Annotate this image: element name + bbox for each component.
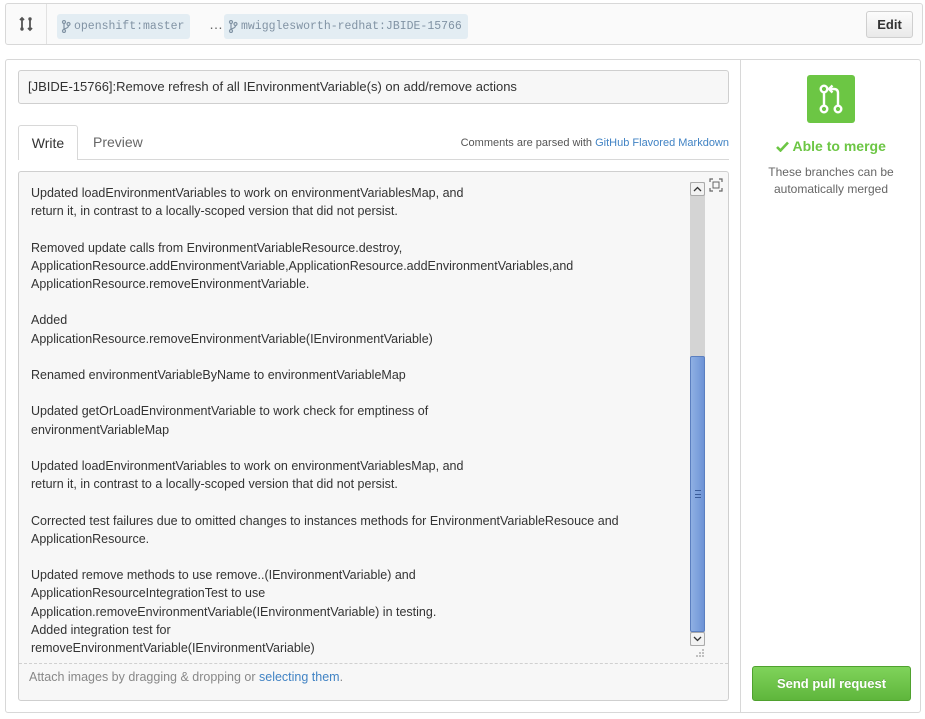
select-files-link[interactable]: selecting them bbox=[259, 670, 340, 684]
merge-status bbox=[741, 138, 921, 154]
check-icon bbox=[776, 141, 789, 152]
fullscreen-icon[interactable] bbox=[709, 178, 723, 192]
git-compare-icon bbox=[18, 16, 34, 32]
git-pull-request-icon bbox=[817, 84, 845, 114]
markdown-help-link[interactable]: GitHub Flavored Markdown bbox=[595, 137, 729, 149]
pull-request-composer bbox=[5, 59, 921, 713]
editor-scrollbar[interactable] bbox=[690, 182, 705, 646]
pr-body-editor[interactable] bbox=[18, 171, 729, 701]
scroll-up-button[interactable] bbox=[690, 182, 705, 196]
merge-status-panel bbox=[740, 60, 920, 712]
scrollbar-grip bbox=[695, 490, 701, 498]
tabs-divider bbox=[18, 159, 729, 160]
pr-body-textarea[interactable]: Updated loadEnvironmentVariables to work on environmentVariablesMap, and return it, in contrast to a locally-scoped version that did not persist. Removed update calls from EnvironmentVariableResource.destroy, ApplicationResource.addEnvironmentVariable,ApplicationResource.addEnvironmentVariables,and ApplicationResource.removeEnvironmentVariable. Added ApplicationResource.removeEnvironmentVariable(IEnvironmentVariable) Renamed environmentVariableByName to environmentVariableMap Updated getOrLoadEnvironmentVariable to work check for emptiness of environmentVariableMap Updated loadEnvironmentVariables to work on environmentVariablesMap, and return it, in contrast to a locally-scoped version that did not persist. Corrected test failures due to omitted changes to instances methods for EnvironmentVariableResouce and ApplicationResource. Updated remove methods to use remove..(IEnvironmentVariable) and ApplicationResourceIntegrationTest to use Application.removeEnvironmentVariable(IEnvironmentVariable) in testing. Added integration test for removeEnvironmentVariable(IEnvironmentVariable) bbox=[31, 186, 619, 656]
compare-branch-label: mwigglesworth-redhat:JBIDE-15766 bbox=[241, 20, 462, 33]
chevron-up-icon bbox=[693, 186, 702, 192]
edit-range-button[interactable]: Edit bbox=[866, 11, 913, 38]
chevron-down-icon bbox=[693, 636, 702, 642]
compare-branch-tag[interactable] bbox=[224, 14, 468, 39]
resize-grip-icon[interactable] bbox=[693, 648, 705, 660]
attach-suffix: . bbox=[339, 670, 344, 684]
attach-images-bar[interactable] bbox=[19, 663, 728, 700]
compare-icon-cell bbox=[6, 4, 47, 44]
markdown-note bbox=[461, 137, 729, 149]
tab-preview[interactable]: Preview bbox=[93, 134, 143, 150]
compare-range-bar bbox=[5, 3, 923, 45]
git-branch-icon bbox=[61, 20, 71, 33]
markdown-note-text: Comments are parsed with bbox=[460, 137, 596, 149]
attach-text: Attach images by dragging & dropping or bbox=[29, 670, 259, 684]
merge-status-badge bbox=[807, 75, 855, 123]
merge-description: These branches can be automatically merged bbox=[768, 165, 894, 196]
scroll-down-button[interactable] bbox=[690, 632, 705, 646]
scrollbar-thumb[interactable] bbox=[690, 356, 705, 632]
base-branch-label: openshift:master bbox=[74, 20, 185, 33]
range-separator: … bbox=[209, 16, 223, 32]
base-branch-tag[interactable] bbox=[57, 14, 190, 39]
pr-title-input[interactable]: [JBIDE-15766]:Remove refresh of all IEnvironmentVariable(s) on add/remove actions bbox=[18, 70, 729, 104]
send-pull-request-button[interactable]: Send pull request bbox=[752, 666, 911, 701]
merge-status-text: Able to merge bbox=[792, 138, 886, 154]
tab-write[interactable]: Write bbox=[18, 125, 78, 160]
git-branch-icon bbox=[228, 20, 238, 33]
